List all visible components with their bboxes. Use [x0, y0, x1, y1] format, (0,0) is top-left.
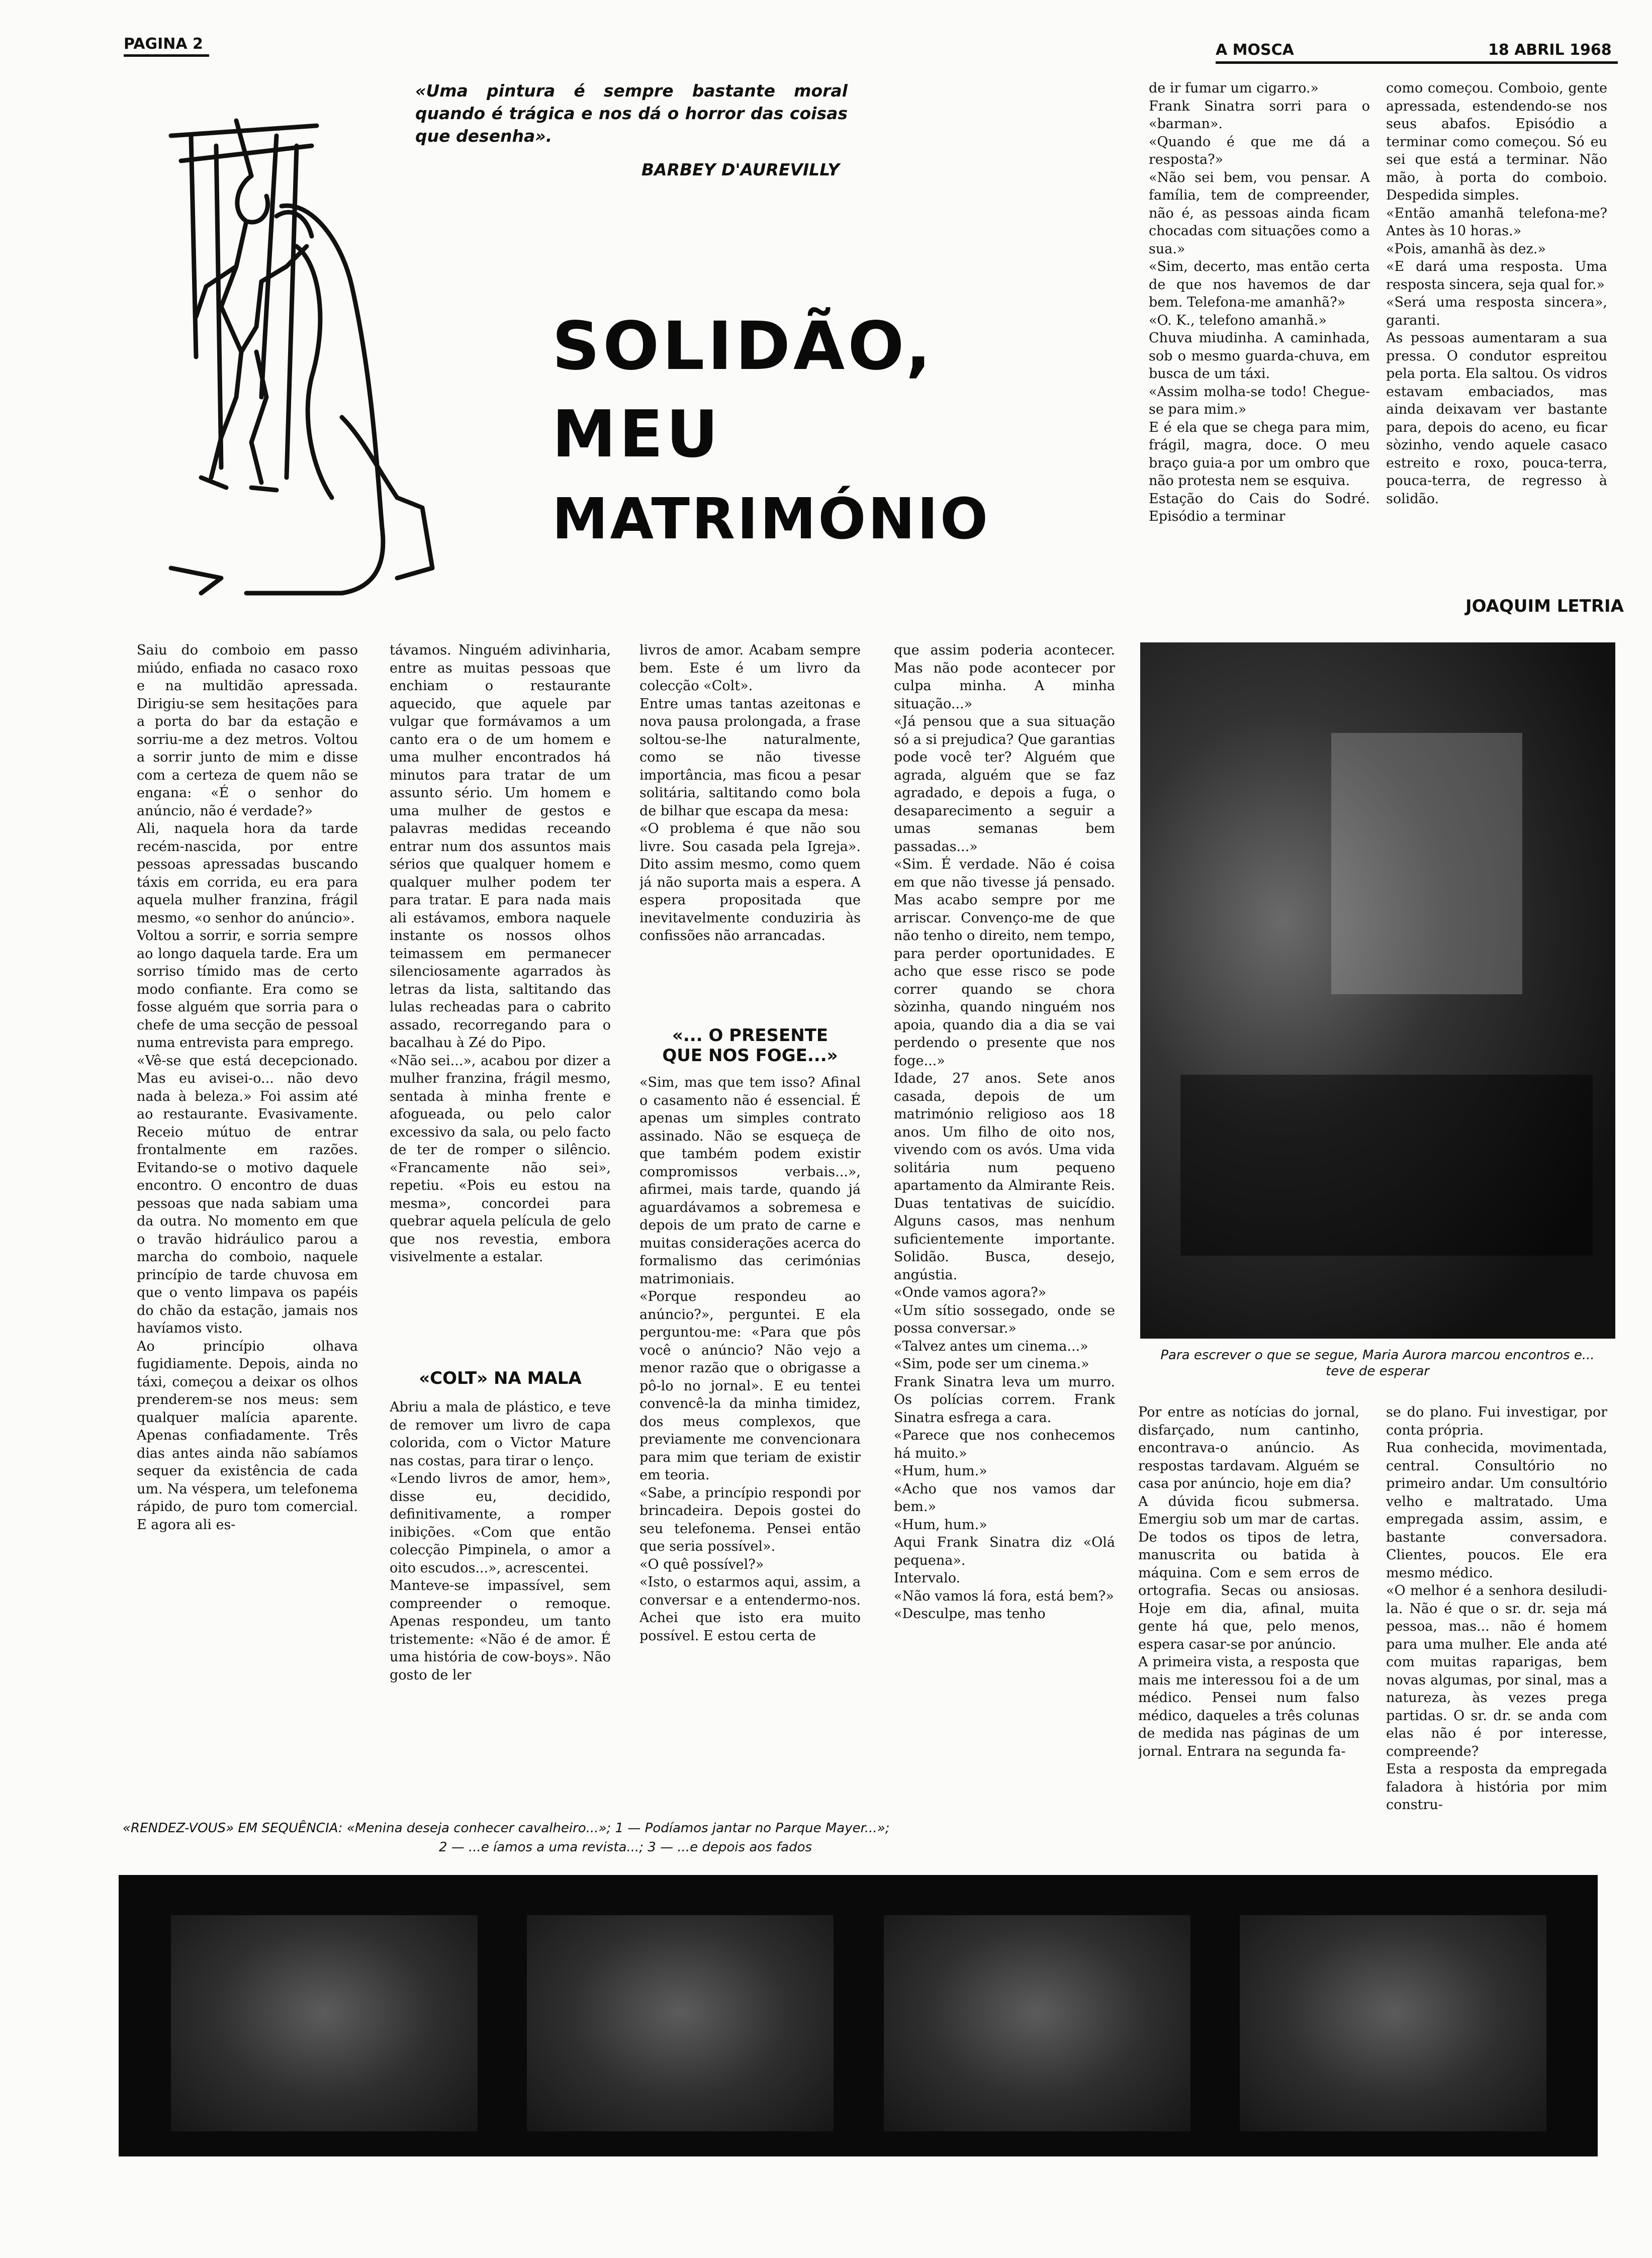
film-frame-1 — [171, 1915, 478, 2131]
article-column-5: de ir fumar um cigarro.» Frank Sinatra sorri para o «barman». «Quando é que me dá a resposta?» «Não sei bem, vou pensar. A família, tem de compreender, não é, as pessoas ainda ficam chocadas com situações como a sua.» «Sim, decerto, mas então certa de que nos havemos de dar bem. Telefona-me amanhã?» «O. K., telefono amanhã.» Chuva miudinha. A caminhada, sob o mesmo guarda-chuva, em busca de um táxi. «Assim molha-se todo! Chegue-se para mim.» E é ela que se chega para mim, frágil, magra, doce. O meu braço guia-a por um ombro que não protesta nem se esquiva. Estação do Cais do Sodré. Episódio a terminar — [1149, 80, 1370, 524]
photo-detail-dark — [1180, 1075, 1593, 1256]
marionette-illustration — [161, 116, 442, 598]
headline-line-2: MEU — [552, 397, 721, 472]
article-column-1: Saiu do comboio em passo miúdo, enfiada no casaco roxo e na multidão apressada. Dirigiu-se sem hesitações para a porta do bar da estação e sorriu-me a dez metros. Voltou a sorrir junto de mim e disse com a certeza de quem não se engana: «É o senhor do anúncio, não é verdade?» Ali, naquela hora da tarde recém-nascida, por entre pessoas apressadas buscando táxis em corrida, eu era para aquela mulher franzina, frágil mesmo, «o senhor do anúncio». Voltou a sorrir, e sorria sempre ao longo daquela tarde. Era um sorriso tímido mas de certo modo confiante. Era como se fosse alguém que sorria para o chefe de uma secção de pessoal numa entrevista para emprego. «Vê-se que está decepcionado. Mas eu avisei-o... não devo nada à beleza.» Foi assim até ao restaurante. Evasivamente. Receio mútuo de entrar frontalmente em razões. Evitando-se o motivo daquele encontro. O encontro de duas pessoas que nada sabiam uma da outra. No momento em que o travão hidráulico parou a marcha do comboio, naquele princípio de tarde chuvosa em que o vento limpava os papéis do chão da estação, jamais nos havíamos visto. Ao princípio olhava fugidiamente. Depois, ainda no táxi, começou a deixar os olhos prenderem-se nos meus: sem qualquer malícia aparente. Apenas confiadamente. Três dias antes ainda não sabíamos sequer da existência de cada um. Na véspera, um telefonema rápido, de puro tom comercial. E agora ali es- — [137, 642, 358, 1533]
article-photo — [1140, 642, 1615, 1339]
article-column-7: Por entre as notícias do jornal, disfarçado, num cantinho, encontrava-o anúncio. As respostas tardavam. Alguém se casa por anúncio, hoje em dia? A dúvida ficou submersa. Emergiu sob um mar de cartas. De todos os tipos de letra, manuscrita ou batida à máquina. Com e sem erros de ortografia. Secas ou ansiosas. Hoje em dia, afinal, muita gente há que, pelo menos, espera casar-se por anúncio. A primeira vista, a resposta que mais me interessou foi a de um médico. Pensei num falso médico, daqueles a três colunas de medida nas páginas de um jornal. Entrara na segunda fa- — [1138, 1404, 1359, 1759]
sequence-caption-line-1: «RENDEZ-VOUS» EM SEQUÊNCIA: «Menina deseja conhecer cavalheiro...»; 1 — Podíamos jantar no Parque Mayer...»; — [123, 1821, 890, 1836]
header-rule-right — [1216, 61, 1618, 64]
epigraph-author: BARBEY D'AUREVILLY — [641, 160, 840, 179]
publication-name: A MOSCA — [1216, 41, 1294, 59]
sequence-caption-line-2: 2 — ...e íamos a uma revista...; 3 — ...e depois aos fados — [438, 1840, 812, 1855]
article-column-6: como começou. Comboio, gente apressada, estendendo-se nos seus abafos. Episódio a terminar como começou. Só eu sei que está a terminar. Não mão, à porta do comboio. Despedida simples. «Então amanhã telefona-me? Antes às 10 horas.» «Pois, amanhã às dez.» «E dará uma resposta. Uma resposta sincera, seja qual for.» «Será uma resposta sincera», garanti. As pessoas aumentaram a sua pressa. O condutor espreitou pela porta. Ela saltou. Os vidros estavam embaciados, mas ainda deixavam ver bastante para, depois do aceno, eu ficar sòzinho, vendo aquele casaco estreito e roxo, pouca-terra, pouca-terra, de regresso à solidão. — [1386, 80, 1607, 507]
article-column-3b: «Sim, mas que tem isso? Afinal o casamento não é essencial. É apenas um simples contrato assinado. Não se esqueça de que também podem existir compromissos verbais...», afirmei, mais tarde, quando já aguardávamos a sobremesa e depois de um prato de carne e muitas considerações acerca do formalismo das cerimónias matrimoniais. «Porque respondeu ao anúncio?», perguntei. E ela perguntou-me: «Para que pôs você o anúncio? Não vejo a menor razão que o obrigasse a pô-lo no jornal». E eu tentei convencê-la da minha timidez, dos meus complexos, que previamente me convencionara para mim que teriam de existir em teoria. «Sabe, a princípio respondi por brincadeira. Depois gostei do seu telefonema. Pensei então que seria possível». «O quê possível?» «Isto, o estarmos aqui, assim, a conversar e a entendermo-nos. Achei que isto era muito possível. E estou certa de — [639, 1075, 861, 1644]
header-rule-left — [124, 54, 209, 57]
photo-detail-light — [1331, 733, 1522, 994]
headline-line-1: SOLIDÃO, — [552, 308, 934, 385]
headline-line-3: MATRIMÓNIO — [552, 487, 990, 552]
article-column-8: se do plano. Fui investigar, por conta própria. Rua conhecida, movimentada, central. Consultório no primeiro andar. Um consultório velho e maltratado. Uma empregada assim, assim, e bastante conversadora. Clientes, poucos. Ele era mesmo médico. «O melhor é a senhora desiludi-la. Não é que o sr. dr. seja má pessoa, mas... não é homem para uma mulher. Ele anda até com muitas raparigas, bem novas algumas, por sinal, mas a natureza, às vezes prega partidas. O sr. dr. se anda com elas não é por interesse, compreende? Esta a resposta da empregada faladora à história por mim constru- — [1386, 1404, 1607, 1813]
page-label: PAGINA 2 — [124, 35, 203, 53]
epigraph-quote: «Uma pintura é sempre bastante moral quando é trágica e nos dá o horror das coisas que desenha». — [415, 81, 848, 146]
article-column-3: livros de amor. Acabam sempre bem. Este é um livro da colecção «Colt». Entre umas tantas azeitonas e nova pausa prolongada, a frase soltou-se-lhe naturalmente, como se não tivesse importância, mas ficou a pesar solitária, saltitando como bola de bilhar que escapa da mesa: «O problema é que não sou livre. Sou casada pela Igreja». Dito assim mesmo, como quem já não suporta mais a espera. A espera propositada que inevitavelmente conduziria às confissões não arrancadas. — [639, 642, 861, 944]
photo-caption: Para escrever o que se segue, Maria Aurora marcou encontros e... teve de esperar — [1160, 1348, 1595, 1379]
film-frame-4 — [1240, 1915, 1546, 2131]
article-column-2b: Abriu a mala de plástico, e teve de remover um livro de capa colorida, com o Victor Mature nas costas, para tirar o lenço. «Lendo livros de amor, hem», disse eu, decidido, definitivamente, a romper inibições. «Com que então colecção Pimpinela, o amor a oito escudos...», acrescentei. Manteve-se impassível, sem compreender o remoque. Apenas respondeu, um tanto tristemente: «Não é de amor. É uma história de cow-boys». Não gosto de ler — [390, 1399, 611, 1683]
header-date: 18 ABRIL 1968 — [1488, 41, 1612, 59]
byline: JOAQUIM LETRIA — [1465, 596, 1624, 616]
article-column-2: távamos. Ninguém adivinharia, entre as muitas pessoas que enchiam o restaurante aquecido, que aquele par vulgar que formávamos a um canto era o de um homem e uma mulher encontrados há minutos para tratar de um assunto sério. Um homem e uma mulher de gestos e palavras medidas receando entrar num dos assuntos mais sérios que qualquer homem e qualquer mulher podem ter para tratar. E para nada mais ali estávamos, embora naquele instante os nossos olhos teimassem em permanecer silenciosamente agarrados às letras da lista, saltitando das lulas recheadas para o cabrito assado, recorregando para o bacalhau à Zé do Pipo. «Não sei...», acabou por dizer a mulher franzina, frágil mesmo, sentada à minha frente e afogueada, ou pelo calor excessivo da sala, ou pelo facto de ter de romper o silêncio. «Francamente não sei», repetiu. «Pois eu estou na mesma», concordei para quebrar aquela película de gelo que nos revestia, embora visivelmente a estalar. — [390, 642, 611, 1265]
subhead-presente: «... O PRESENTE QUE NOS FOGE...» — [662, 1025, 838, 1066]
marionette-illustration-svg — [161, 116, 442, 598]
subhead-colt: «COLT» NA MALA — [419, 1368, 582, 1388]
film-frame-2 — [527, 1915, 834, 2131]
film-frame-3 — [884, 1915, 1190, 2131]
article-column-4: que assim poderia acontecer. Mas não pode acontecer por culpa minha. A minha situação...» «Já pensou que a sua situação só a si prejudica? Que garantias pode você ter? Alguém que agrada, alguém que se faz agradado, e depois a fuga, o desaparecimento a seguir a umas semanas bem passadas...» «Sim. É verdade. Não é coisa em que não tivesse já pensado. Mas acabo sempre por me arriscar. Convenço-me de que não tenho o direito, nem tempo, para perder oportunidades. E acho que esse risco se pode correr quando se chora sòzinha, quando ninguém nos apoia, quando dia a dia se vai perdendo o presente que nos foge...» Idade, 27 anos. Sete anos casada, depois de um matrimónio religioso aos 18 anos. Um filho de oito nos, vivendo com os avós. Uma vida solitária num pequeno apartamento da Almirante Reis. Duas tentativas de suicídio. Alguns casos, mas nenhum suficientemente importante. Solidão. Busca, desejo, angústia. «Onde vamos agora?» «Um sítio sossegado, onde se possa conversar.» «Talvez antes um cinema...» «Sim, pode ser um cinema.» Frank Sinatra leva um murro. Os polícias correm. Frank Sinatra esfrega a cara. «Parece que nos conhecemos há muito.» «Hum, hum.» «Acho que nos vamos dar bem.» «Hum, hum.» Aqui Frank Sinatra diz «Olá pequena». Intervalo. «Não vamos lá fora, está bem?» «Desculpe, mas tenho — [894, 642, 1115, 1622]
